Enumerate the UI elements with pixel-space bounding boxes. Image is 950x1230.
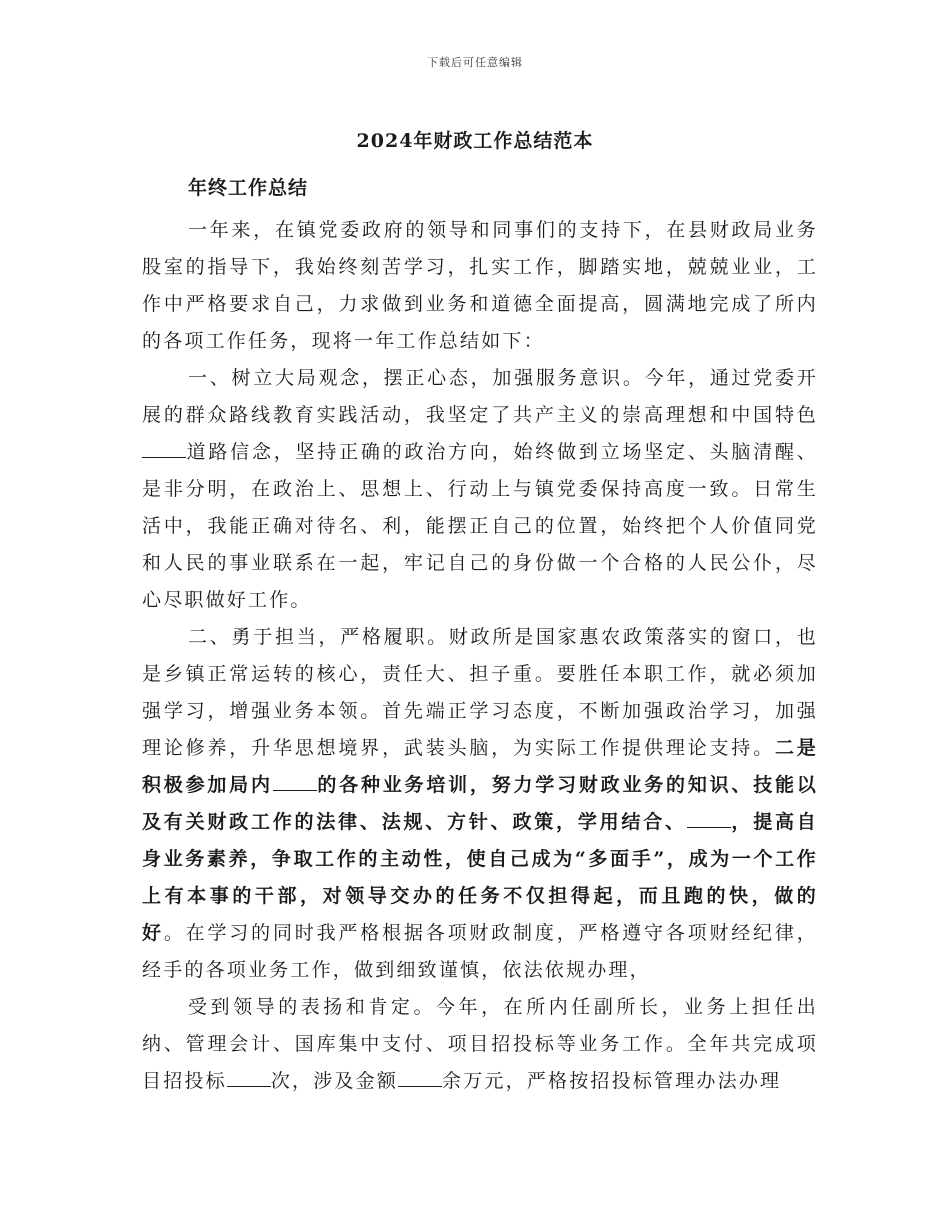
bold-text: 的各种业务培训，努力学习财政业务的知识、技能以及有关财政工作的法律、法规、方针、政策，学用结合、 <box>142 774 818 833</box>
paragraph-text: 受到领导的表扬和肯定。今年，在所内任副所长，业务上担任出纳、管理会计、国库集中支付、项目招投标等业务工作。全年共完成项目招投标 <box>142 996 818 1092</box>
fill-in-blank <box>227 1065 271 1087</box>
fill-in-blank <box>398 1065 442 1087</box>
paragraph-text: 一、树立大局观念，摆正心态，加强服务意识。今年，通过党委开展的群众路线教育实践活动，我坚定了共产主义的崇高理想和中国特色 <box>142 367 818 426</box>
page-title: 2024年财政工作总结范本 <box>356 130 594 152</box>
paragraph-text: 余万元，严格按招投标管理办法办理 <box>442 1070 782 1092</box>
paragraph-text: 道路信念，坚持正确的政治方向，始终做到立场坚定、头脑清醒、是非分明，在政治上、思想上、行动上与镇党委保持高度一致。日常生活中，我能正确对待名、利，能摆正自己的位置，始终把个人价值同党和人民的事业联系在一起，牢记自己的身份做一个合格的人民公仆，尽心尽职做好工作。 <box>142 441 818 611</box>
paragraph-continuation <box>142 989 818 1100</box>
fill-in-blank <box>142 436 186 458</box>
header-note: 下载后可任意编辑 <box>427 56 523 69</box>
fill-in-blank <box>273 769 317 791</box>
section-heading: 年终工作总结 <box>188 177 309 199</box>
document-body <box>142 212 818 1100</box>
fill-in-blank <box>687 806 731 828</box>
bold-text: 二是积极参加局内 <box>142 737 818 796</box>
paragraph-text: 。在学习的同时我严格根据各项财政制度，严格遵守各项财经纪律，经手的各项业务工作，做到细致谨慎，依法依规办理， <box>142 922 818 981</box>
paragraph-section-1 <box>142 360 818 619</box>
paragraph-intro: 一年来，在镇党委政府的领导和同事们的支持下，在县财政局业务股室的指导下，我始终刻苦学习，扎实工作，脚踏实地，兢兢业业，工作中严格要求自己，力求做到业务和道德全面提高，圆满地完成了所内的各项工作任务，现将一年工作总结如下： <box>142 219 818 352</box>
bold-text: ，提高自身业务素养，争取工作的主动性，使自己成为“多面手”，成为一个工作上有本事的干部，对领导交办的任务不仅担得起，而且跑的快，做的好 <box>142 811 818 944</box>
paragraph-text: 二、勇于担当，严格履职。财政所是国家惠农政策落实的窗口，也是乡镇正常运转的核心，责任大、担子重。要胜任本职工作，就必须加强学习，增强业务本领。首先端正学习态度，不断加强政治学习，加强理论修养，升华思想境界，武装头脑，为实际工作提供理论支持。 <box>142 626 818 759</box>
paragraph-text: 次，涉及金额 <box>270 1070 399 1092</box>
paragraph-section-2 <box>142 619 818 989</box>
